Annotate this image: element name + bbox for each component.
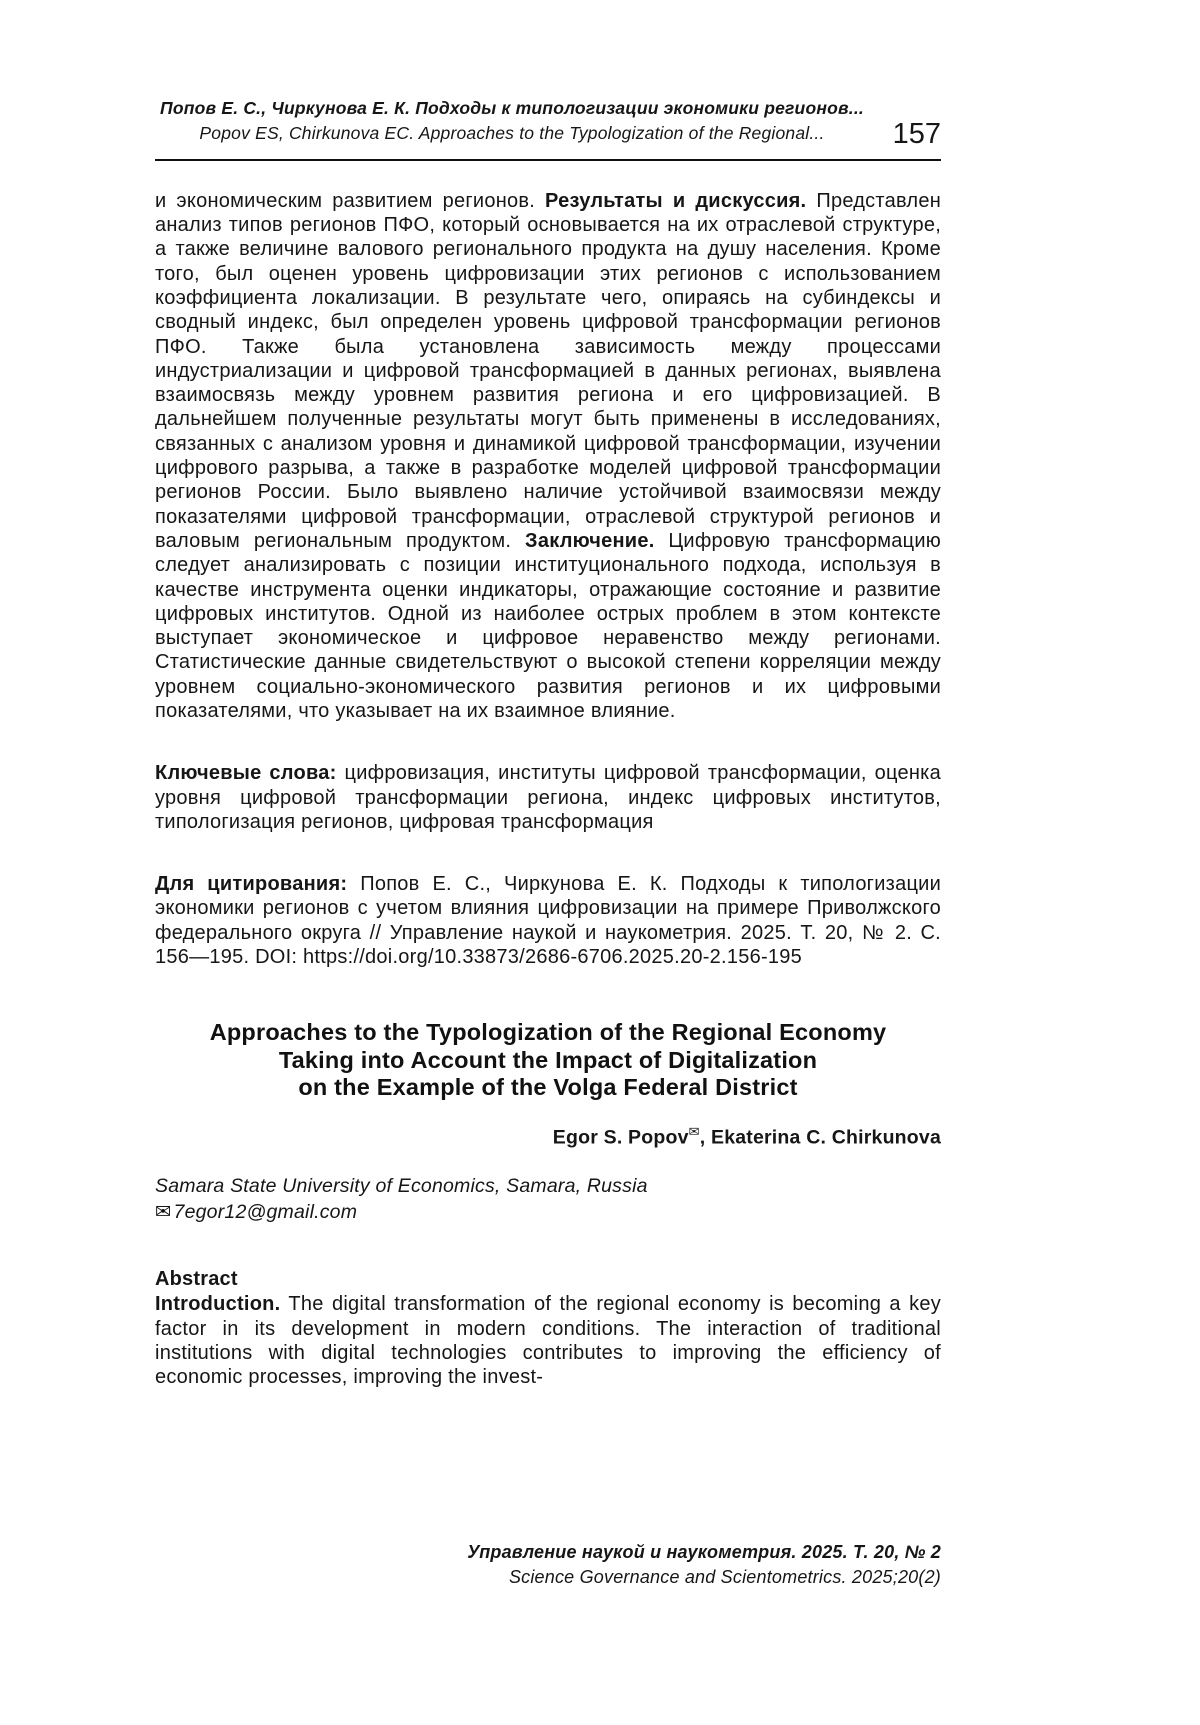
- envelope-icon: ✉: [155, 1201, 172, 1224]
- running-header: [155, 0, 941, 161]
- running-header-ru: Попов Е. С., Чиркунова Е. К. Подходы к типологизации экономики регионов...: [160, 98, 864, 118]
- abstract-ru-run-3: Цифровую трансформацию следует анализировать с позиции институционального подхода, используя в качестве инструмента оценки индикаторы, отражающие состояние и развитие цифровых институтов. Одной из наиболее острых проблем в этом контексте выступает экономическое и цифровое неравенство между регионами. Статистические данные свидетельствуют о высокой степени корреляции между уровнем социально-экономического развития регионов и их цифровыми показателями, что указывает на их взаимное влияние.: [155, 529, 941, 722]
- page-content: [155, 0, 941, 1390]
- abstract-en-paragraph: [155, 1292, 941, 1389]
- email-text: 7egor12@gmail.com: [173, 1201, 358, 1224]
- page-footer: [155, 1540, 941, 1590]
- abstract-ru-run-2: Представлен анализ типов регионов ПФО, который основывается на их отраслевой структуре, а также величине валового регионального продукта на душу населения. Кроме того, был оценен уровень цифровизации этих регионов с использованием коэффициента локализации. В результате чего, опираясь на субиндексы и сводный индекс, был определен уровень цифровой трансформации регионов ПФО. Также была установлена зависимость между процессами индустриализации и цифровой трансформацией в данных регионах, выявлена взаимосвязь между уровнем развития региона и его цифровизацией. В дальнейшем полученные результаты могут быть применены в исследованиях, связанных с анализом уровня и динамикой цифровой трансформации, изучении цифрового разрыва, а также в разработке моделей цифровой трансформации регионов России. Было выявлено наличие устойчивой взаимосвязи между показателями цифровой трансформации, отраслевой структурой регионов и валовым региональным продуктом.: [155, 189, 941, 552]
- introduction-label: Introduction.: [155, 1293, 281, 1316]
- footer-journal-ru: Управление наукой и наукометрия. 2025. Т. 20, № 2: [467, 1542, 941, 1562]
- running-header-en: Popov ES, Chirkunova EC. Approaches to the Typologization of the Regional...: [199, 123, 825, 144]
- author-popov: Egor S. Popov: [552, 1126, 689, 1149]
- abstract-ru-paragraph: [155, 189, 941, 724]
- authors-line: [155, 1124, 941, 1150]
- author-chirkunova: , Ekaterina C. Chirkunova: [699, 1126, 941, 1149]
- page-number: 157: [892, 117, 941, 150]
- citation-paragraph: [155, 872, 941, 969]
- article-title-en: Approaches to the Typologization of the Regional Economy Taking into Account the Impact of Digitalization on the Example of the Volga Federal District: [209, 1019, 887, 1101]
- citation-text: Попов Е. С., Чиркунова Е. К. Подходы к типологизации экономики регионов с учетом влияния цифровизации на примере Приволжского федерального округа // Управление наукой и наукометрия. 2025. Т. 20, № 2. С. 156—195. DOI: https://doi.org/10.33873/2686-6706.2025.20-2.156-195: [155, 873, 941, 969]
- citation-label: Для цитирования:: [155, 873, 348, 896]
- email-line: [155, 1200, 941, 1224]
- abstract-ru-run-1: и экономическим развитием регионов.: [155, 189, 546, 212]
- results-discussion-label: Результаты и дискуссия.: [545, 189, 807, 212]
- keywords-label: Ключевые слова:: [155, 762, 337, 785]
- keywords-paragraph: [155, 761, 941, 834]
- introduction-text: The digital transformation of the regional economy is becoming a key factor in its development in modern conditions. The interaction of traditional institutions with digital technologies contributes to improving the efficiency of economic processes, improving the invest-: [155, 1293, 941, 1389]
- running-header-text: [155, 96, 941, 147]
- abstract-heading: Abstract: [155, 1268, 238, 1291]
- footer-journal-en: Science Governance and Scientometrics. 2025;20(2): [508, 1567, 941, 1588]
- affiliation-line: Samara State University of Economics, Samara, Russia: [155, 1175, 648, 1198]
- envelope-icon: ✉: [688, 1123, 700, 1139]
- keywords-text: цифровизация, институты цифровой трансформации, оценка уровня цифровой трансформации региона, индекс цифровых институтов, типологизация регионов, цифровая трансформация: [155, 762, 941, 833]
- conclusion-label: Заключение.: [525, 529, 655, 552]
